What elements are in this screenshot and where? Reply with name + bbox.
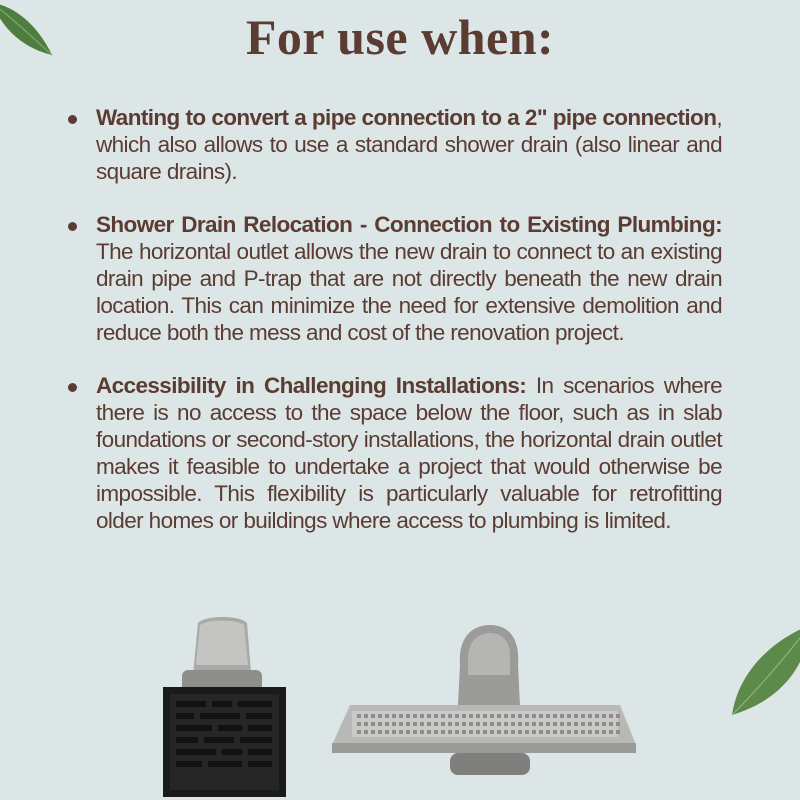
linear-drain-image <box>332 625 636 775</box>
square-drain-image <box>163 617 286 797</box>
leaf-icon <box>722 620 800 720</box>
item-text: The horizontal outlet allows the new drain to connect to an existing drain pipe and P-trap that are not directly beneath the new drain location. This can minimize the need for extensive demolition and reduce both the mess and cost of the renovation project. <box>96 239 722 345</box>
item-heading: Wanting to convert a pipe connection to a 2" pipe connection <box>96 105 717 130</box>
item-text: , which also allows to use a standard shower drain (also linear and square drains). <box>96 105 722 184</box>
item-text: In scenarios where there is no access to the space below the floor, such as in slab foundations or second-story installations, the horizontal drain outlet makes it feasible to undertake a project that would otherwise be impossible. This flexibility is particularly valuable for retrofitting older homes or buildings where access to plumbing is limited. <box>96 373 722 533</box>
page-title: For use when: <box>245 9 555 65</box>
list-item <box>62 104 722 185</box>
bullet-icon <box>68 115 77 124</box>
list-item <box>62 372 722 534</box>
item-heading: Accessibility in Challenging Installations: <box>96 373 527 398</box>
use-case-list <box>62 104 722 560</box>
list-item <box>62 211 722 346</box>
bullet-icon <box>68 222 77 231</box>
bullet-icon <box>68 383 77 392</box>
product-images <box>0 615 800 800</box>
item-heading: Shower Drain Relocation - Connection to Existing Plumbing: <box>96 212 722 237</box>
